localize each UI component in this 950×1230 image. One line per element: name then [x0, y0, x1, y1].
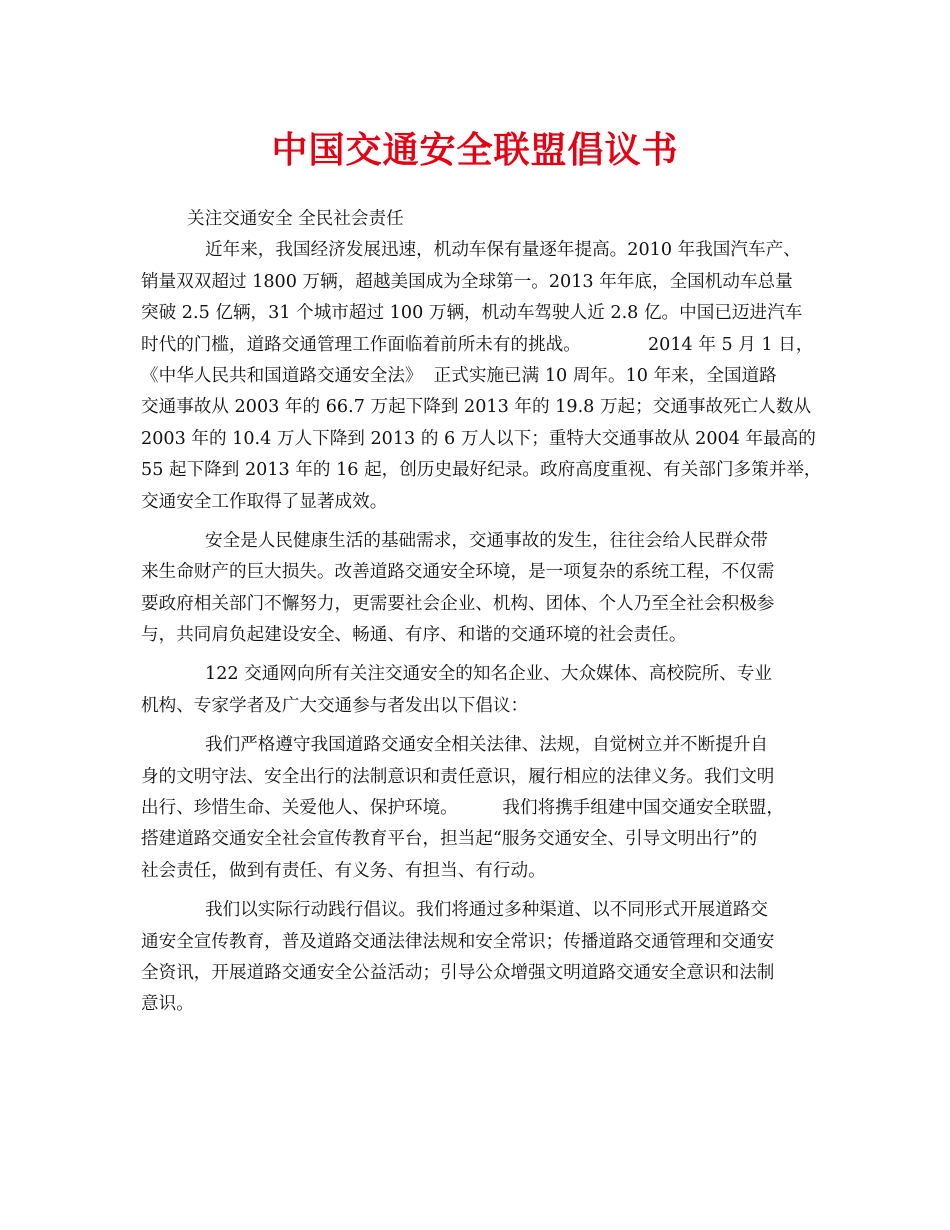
paragraph-line: 我们严格遵守我国道路交通安全相关法律、法规，自觉树立并不断提升自	[205, 735, 769, 756]
paragraph-line: 我们以实际行动践行倡议。我们将通过多种渠道、以不同形式开展道路交	[205, 900, 769, 921]
paragraph-line: 搭建道路交通安全社会宣传教育平台，担当起“服务交通安全、引导文明出行”的	[141, 829, 758, 850]
paragraph-line: 近年来，我国经济发展迅速，机动车保有量逐年提高。2010 年我国汽车产、	[205, 240, 801, 261]
paragraph-line: 全资讯，开展道路交通安全公益活动；引导公众增强文明道路交通安全意识和法制	[141, 962, 775, 983]
paragraph-line: 交通安全工作取得了显著成效。	[141, 491, 388, 512]
paragraph-line: 身的文明守法、安全出行的法制意识和责任意识，履行相应的法律义务。我们文明	[141, 766, 775, 787]
paragraph-line: 来生命财产的巨大损失。改善道路交通安全环境，是一项复杂的系统工程，不仅需	[141, 562, 775, 583]
paragraph-line: 通安全宣传教育，普及道路交通法律法规和安全常识；传播道路交通管理和交通安	[141, 931, 775, 952]
paragraph-1	[141, 235, 821, 518]
paragraph-line: 55 起下降到 2013 年的 16 起，创历史最好纪录。政府高度重视、有关部门多策并举，	[141, 460, 822, 481]
paragraph-line: 交通事故从 2003 年的 66.7 万起下降到 2013 年的 19.8 万起；交通事故死亡人数从	[141, 397, 812, 418]
paragraph-line: 意识。	[141, 994, 194, 1015]
document-subtitle: 关注交通安全 全民社会责任	[187, 209, 404, 229]
paragraph-line: 突破 2.5 亿辆，31 个城市超过 100 万辆，机动车驾驶人近 2.8 亿。中国已迈进汽车	[141, 303, 803, 324]
document-body	[141, 204, 821, 1021]
paragraph-line: 时代的门槛，道路交通管理工作面临着前所未有的挑战。 2014 年 5 月 1 日，	[141, 334, 814, 355]
paragraph-2	[141, 526, 821, 652]
paragraph-line: 出行、珍惜生命、关爱他人、保护环境。 我们将携手组建中国交通安全联盟，	[141, 798, 784, 819]
paragraph-4	[141, 730, 821, 887]
paragraph-line: 要政府相关部门不懈努力，更需要社会企业、机构、团体、个人乃至全社会积极参	[141, 593, 775, 614]
paragraph-5	[141, 895, 821, 1021]
paragraph-line: 社会责任，做到有责任、有义务、有担当、有行动。	[141, 860, 546, 881]
paragraph-line: 销量双双超过 1800 万辆，超越美国成为全球第一。2013 年年底，全国机动车总量	[141, 271, 793, 292]
paragraph-line: 机构、专家学者及广大交通参与者发出以下倡议：	[141, 695, 529, 716]
document-title: 中国交通安全联盟倡议书	[271, 129, 679, 171]
paragraph-line: 《中华人民共和国道路交通安全法》 正式实施已满 10 周年。10 年来，全国道路	[141, 365, 777, 386]
paragraph-line: 安全是人民健康生活的基础需求，交通事故的发生，往往会给人民群众带	[205, 530, 769, 551]
paragraph-line: 与，共同肩负起建设安全、畅通、有序、和谐的交通环境的社会责任。	[141, 625, 687, 646]
paragraph-3	[141, 659, 821, 722]
paragraph-line: 122 交通网向所有关注交通安全的知名企业、大众媒体、高校院所、专业	[205, 664, 772, 685]
paragraph-line: 2003 年的 10.4 万人下降到 2013 的 6 万人以下；重特大交通事故从 2004 年最高的	[141, 428, 816, 449]
